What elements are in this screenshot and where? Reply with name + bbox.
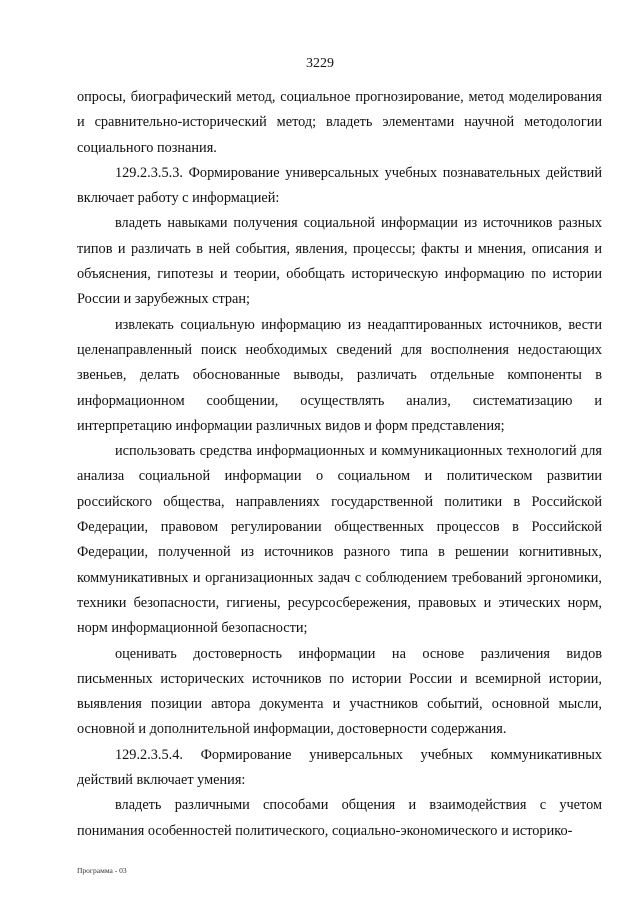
- paragraph-7: 129.2.3.5.4. Формирование универсальных учебных коммуникативных действий включает умения:: [77, 746, 602, 789]
- paragraph-5: использовать средства информационных и коммуникационных технологий для анализа социальной информации о социальном и политическом развитии российского общества, направлениях государственной политики в Российской Федерации, правовом регулировании общественных процессов в Российской Федерации, полученной из источников разного типа в решении когнитивных, коммуникативных и организационных задач с соблюдением требований эргономики, техники безопасности, гигиены, ресурсосбережения, правовых и этических норм, норм информационной безопасности;: [77, 443, 602, 637]
- paragraph-2: 129.2.3.5.3. Формирование универсальных учебных познавательных действий включает работу с информацией:: [77, 164, 602, 207]
- page-number: 3229: [306, 56, 334, 71]
- paragraph-3: владеть навыками получения социальной информации из источников разных типов и различать в ней события, явления, процессы; факты и мнения, описания и объяснения, гипотезы и теории, обобщать историческую информацию по истории России и зарубежных стран;: [77, 215, 602, 308]
- page-footer: Программа - 03: [77, 866, 127, 875]
- paragraph-1: опросы, биографический метод, социальное прогнозирование, метод моделирования и сравнительно-исторический метод; владеть элементами научной методологии социального познания.: [77, 89, 602, 156]
- paragraph-4: извлекать социальную информацию из неадаптированных источников, вести целенаправленный поиск необходимых сведений для восполнения недостающих звеньев, делать обоснованные выводы, различать отдельные компоненты в информационном сообщении, осуществлять анализ, систематизацию и интерпретацию информации различных видов и форм представления;: [77, 316, 602, 434]
- paragraph-8: владеть различными способами общения и взаимодействия с учетом понимания особенностей политического, социально-экономического и историко-: [77, 797, 602, 839]
- document-body: [77, 85, 602, 844]
- paragraph-6: оценивать достоверность информации на основе различения видов письменных исторических источников по истории России и всемирной истории, выявления позиции автора документа и участников событий, основной мысли, основной и дополнительной информации, достоверности содержания.: [77, 645, 602, 738]
